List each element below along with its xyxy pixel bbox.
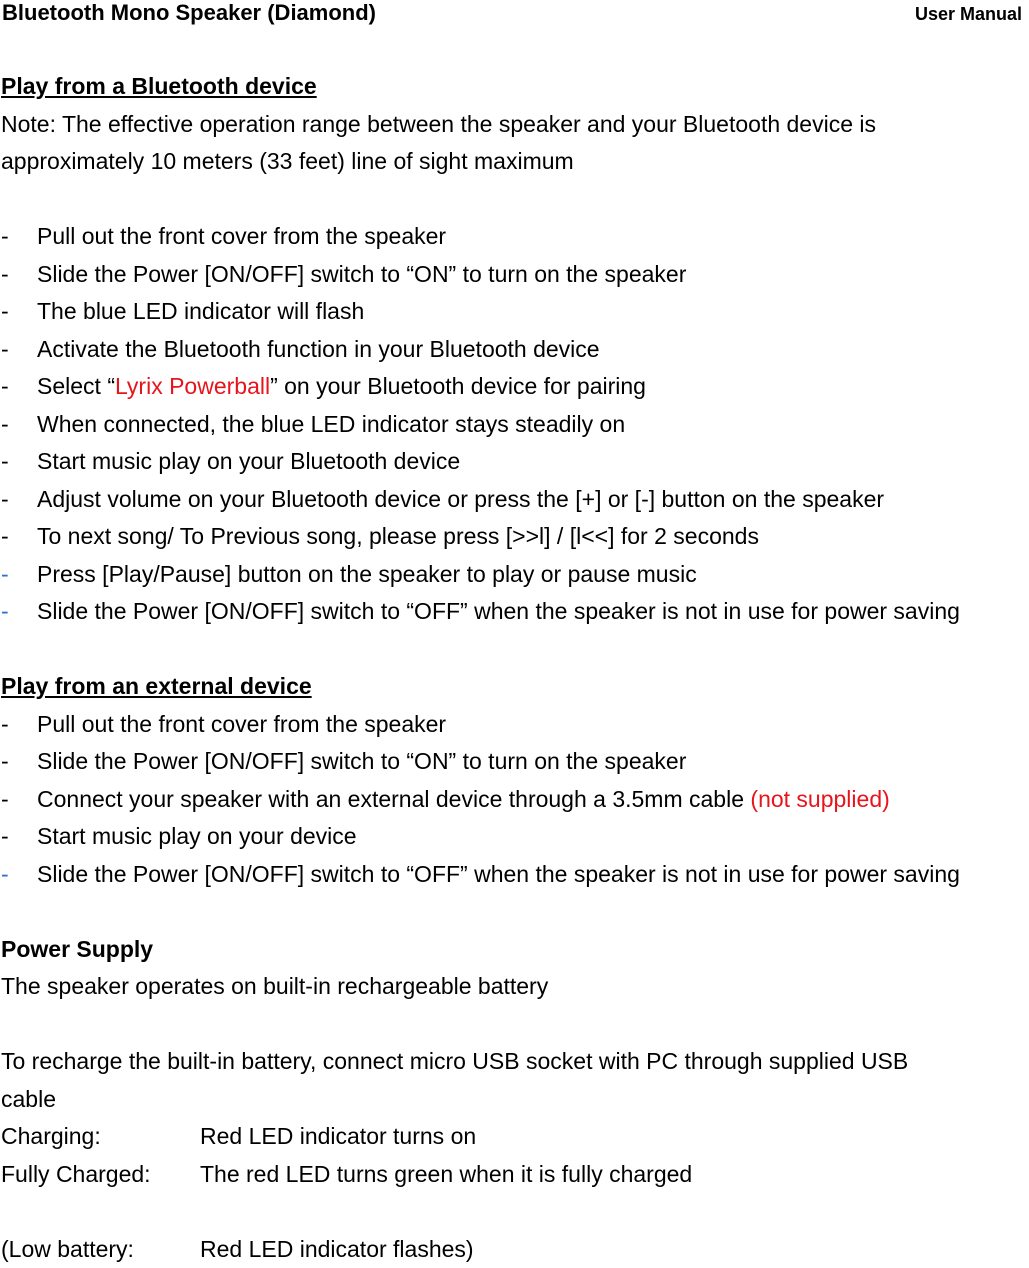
document-title: Bluetooth Mono Speaker (Diamond)	[2, 0, 376, 26]
bullet-dash: -	[1, 256, 21, 294]
list-item	[1, 218, 1029, 256]
list-item	[1, 443, 1029, 481]
fully-charged-value: The red LED turns green when it is fully charged	[200, 1161, 692, 1187]
power-supply-text: The speaker operates on built-in rechargeable battery	[1, 968, 1029, 1006]
list-item-text-pre: Connect your speaker with an external device through a 3.5mm cable	[37, 786, 750, 812]
recharge-line-2: cable	[1, 1081, 1029, 1119]
fully-charged-row	[1, 1156, 1029, 1194]
list-item	[1, 593, 1029, 631]
list-item	[1, 818, 1029, 856]
list-item-text: Pull out the front cover from the speaker	[37, 223, 446, 249]
bullet-dash: -	[1, 331, 21, 369]
bullet-dash: -	[1, 556, 21, 594]
list-item-text: Start music play on your Bluetooth device	[37, 448, 460, 474]
bullet-dash: -	[1, 443, 21, 481]
list-item	[1, 331, 1029, 369]
list-item-text: Start music play on your device	[37, 823, 357, 849]
bullet-dash: -	[1, 706, 21, 744]
list-item	[1, 556, 1029, 594]
section-heading-external: Play from an external device	[1, 668, 1029, 706]
list-item-text-pre: Select “	[37, 373, 115, 399]
low-battery-value: Red LED indicator flashes)	[200, 1236, 474, 1262]
bullet-dash: -	[1, 368, 21, 406]
charging-row	[1, 1118, 1029, 1156]
bullet-dash: -	[1, 593, 21, 631]
spacer	[1, 181, 1029, 219]
bullet-dash: -	[1, 818, 21, 856]
charging-value: Red LED indicator turns on	[200, 1123, 476, 1149]
list-item	[1, 368, 1029, 406]
list-item	[1, 293, 1029, 331]
list-item-text: Pull out the front cover from the speaker	[37, 711, 446, 737]
bullet-dash: -	[1, 481, 21, 519]
list-item-text: The blue LED indicator will flash	[37, 298, 364, 324]
list-item-text: Slide the Power [ON/OFF] switch to “OFF” when the speaker is not in use for power saving	[37, 598, 960, 624]
list-item	[1, 743, 1029, 781]
list-item-text: Adjust volume on your Bluetooth device or press the [+] or [-] button on the speaker	[37, 486, 884, 512]
list-item	[1, 706, 1029, 744]
not-supplied-highlight: (not supplied)	[750, 786, 889, 812]
spacer	[1, 1193, 1029, 1231]
list-item	[1, 256, 1029, 294]
list-item	[1, 518, 1029, 556]
section-heading-power-supply: Power Supply	[1, 931, 1029, 969]
low-battery-row	[1, 1231, 1029, 1268]
list-item-text: Slide the Power [ON/OFF] switch to “ON” to turn on the speaker	[37, 748, 686, 774]
bullet-dash: -	[1, 856, 21, 894]
bullet-dash: -	[1, 781, 21, 819]
section-heading-bluetooth: Play from a Bluetooth device	[1, 68, 1029, 106]
recharge-line-1: To recharge the built-in battery, connect micro USB socket with PC through supplied USB	[1, 1043, 1029, 1081]
list-item-text: Slide the Power [ON/OFF] switch to “OFF” when the speaker is not in use for power saving	[37, 861, 960, 887]
list-item	[1, 856, 1029, 894]
bullet-dash: -	[1, 218, 21, 256]
list-item	[1, 406, 1029, 444]
note-line-2: approximately 10 meters (33 feet) line of sight maximum	[1, 143, 1029, 181]
list-item-text: To next song/ To Previous song, please press [>>l] / [l<<] for 2 seconds	[37, 523, 759, 549]
list-item-text-post: ” on your Bluetooth device for pairing	[270, 373, 646, 399]
spacer	[1, 631, 1029, 669]
bullet-dash: -	[1, 293, 21, 331]
bullet-dash: -	[1, 518, 21, 556]
page-header	[0, 0, 1022, 30]
charging-label: Charging:	[1, 1118, 200, 1156]
note-line-1: Note: The effective operation range between the speaker and your Bluetooth device is	[1, 106, 1029, 144]
list-item	[1, 481, 1029, 519]
list-item-text: Activate the Bluetooth function in your Bluetooth device	[37, 336, 600, 362]
low-battery-label: (Low battery:	[1, 1231, 200, 1268]
bullet-dash: -	[1, 406, 21, 444]
bullet-dash: -	[1, 743, 21, 781]
fully-charged-label: Fully Charged:	[1, 1156, 200, 1194]
list-item-text: Slide the Power [ON/OFF] switch to “ON” to turn on the speaker	[37, 261, 686, 287]
list-item-text: When connected, the blue LED indicator stays steadily on	[37, 411, 625, 437]
list-item	[1, 781, 1029, 819]
document-body	[1, 68, 1029, 1268]
list-item-text: Press [Play/Pause] button on the speaker to play or pause music	[37, 561, 697, 587]
spacer	[1, 1006, 1029, 1044]
device-name-highlight: Lyrix Powerball	[115, 373, 270, 399]
document-type-label: User Manual	[915, 3, 1022, 25]
spacer	[1, 893, 1029, 931]
